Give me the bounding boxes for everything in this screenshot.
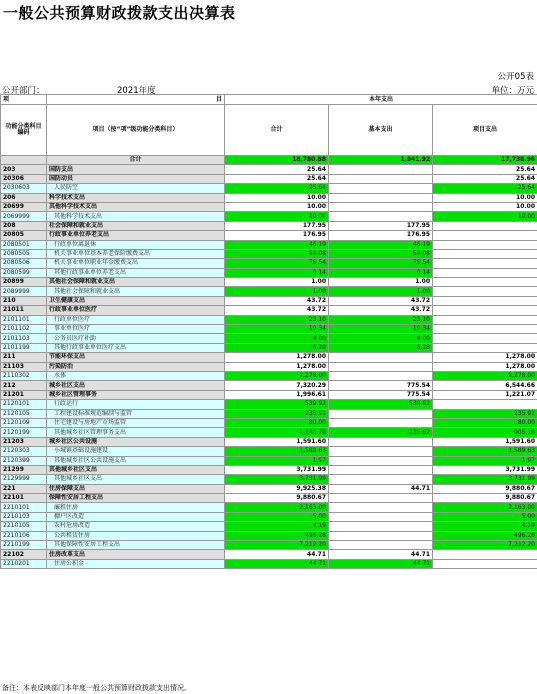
row-total: 46.19 xyxy=(225,240,329,249)
row-basic xyxy=(329,541,433,550)
header-code: 功能分类科目编码 xyxy=(1,105,47,156)
row-name: 行政运行 xyxy=(47,400,225,409)
row-total: 43.72 xyxy=(225,296,329,305)
row-name: 其他城乡社区支出 xyxy=(47,475,225,484)
row-basic: 176.95 xyxy=(329,231,433,240)
table-row xyxy=(1,325,537,334)
table-row xyxy=(1,465,537,474)
row-code: 2120105 xyxy=(1,409,47,418)
header-total: 合计 xyxy=(225,105,329,156)
row-code: 22101 xyxy=(1,494,47,503)
row-code: 212 xyxy=(1,381,47,390)
row-code: 2210103 xyxy=(1,512,47,521)
row-total: 1.00 xyxy=(225,278,329,287)
row-code: 2120399 xyxy=(1,456,47,465)
row-project: 10.00 xyxy=(433,202,537,211)
row-basic: 1.00 xyxy=(329,287,433,296)
row-basic xyxy=(329,531,433,540)
total-basic: 1,041.92 xyxy=(329,156,433,165)
row-basic: 44.71 xyxy=(329,559,433,568)
table-row xyxy=(1,296,537,305)
row-project: 1,591.60 xyxy=(433,437,537,446)
row-code: 2120109 xyxy=(1,418,47,427)
row-total: 10.00 xyxy=(225,202,329,211)
row-project xyxy=(433,334,537,343)
row-basic: 177.95 xyxy=(329,221,433,230)
department-label: 公开部门： xyxy=(2,86,45,96)
table-row xyxy=(1,287,537,296)
row-code: 21299 xyxy=(1,465,47,474)
row-code: 210 xyxy=(1,296,47,305)
row-basic xyxy=(329,475,433,484)
row-total: 10.00 xyxy=(225,212,329,221)
table-row xyxy=(1,541,537,550)
row-code: 2120199 xyxy=(1,428,47,437)
row-name: 其他社会保障和就业支出 xyxy=(47,278,225,287)
table-row xyxy=(1,409,537,418)
table-row xyxy=(1,522,537,531)
row-total: 176.95 xyxy=(225,231,329,240)
row-basic: 539.92 xyxy=(329,400,433,409)
row-basic: 44.71 xyxy=(329,484,433,493)
table-row xyxy=(1,259,537,268)
row-code: 22102 xyxy=(1,550,47,559)
row-code: 2080506 xyxy=(1,259,47,268)
header-mu-cell: 目 xyxy=(47,95,225,105)
row-basic xyxy=(329,409,433,418)
total-code-cell xyxy=(1,156,47,165)
row-name: 其他城乡社区支出 xyxy=(47,465,225,474)
row-code: 211 xyxy=(1,353,47,362)
table-row xyxy=(1,353,537,362)
row-project: 2,163.00 xyxy=(433,503,537,512)
row-name: 其他城乡社区公共设施支出 xyxy=(47,456,225,465)
row-basic xyxy=(329,437,433,446)
row-code: 2210105 xyxy=(1,522,47,531)
row-basic xyxy=(329,456,433,465)
row-project xyxy=(433,325,537,334)
row-project: 905.16 xyxy=(433,428,537,437)
row-total: 44.71 xyxy=(225,550,329,559)
row-total: 7,320.29 xyxy=(225,381,329,390)
table-row xyxy=(1,315,537,324)
table-row xyxy=(1,362,537,371)
row-basic: 235.62 xyxy=(329,428,433,437)
row-total: 1,996.61 xyxy=(225,390,329,399)
row-basic: 775.54 xyxy=(329,381,433,390)
row-basic: 76.54 xyxy=(329,259,433,268)
row-project: 4.19 xyxy=(433,522,537,531)
row-project xyxy=(433,287,537,296)
header-current-year: 本年支出 xyxy=(225,95,537,105)
row-name: 行政事业单位医疗 xyxy=(47,306,225,315)
table-row xyxy=(1,306,537,315)
row-project: 3,731.99 xyxy=(433,465,537,474)
table-row xyxy=(1,418,537,427)
row-basic xyxy=(329,522,433,531)
table-row xyxy=(1,531,537,540)
row-code: 20899 xyxy=(1,278,47,287)
row-name: 卫生健康支出 xyxy=(47,296,225,305)
row-total: 177.95 xyxy=(225,221,329,230)
row-project: 1.97 xyxy=(433,456,537,465)
row-name: 其他行政事业单位养老支出 xyxy=(47,268,225,277)
row-total: 76.54 xyxy=(225,259,329,268)
row-code: 2129999 xyxy=(1,475,47,484)
row-name: 节能环保支出 xyxy=(47,353,225,362)
row-total: 496.28 xyxy=(225,531,329,540)
row-basic xyxy=(329,494,433,503)
row-basic: 10.34 xyxy=(329,325,433,334)
row-project xyxy=(433,343,537,352)
row-code: 2101101 xyxy=(1,315,47,324)
row-code: 21203 xyxy=(1,437,47,446)
form-code: 公开05表 xyxy=(497,72,534,82)
row-basic: 23.10 xyxy=(329,315,433,324)
row-project: 1,221.07 xyxy=(433,390,537,399)
table-row xyxy=(1,559,537,568)
row-name: 棚户区改造 xyxy=(47,512,225,521)
table-row xyxy=(1,447,537,456)
row-name: 社会保障和就业支出 xyxy=(47,221,225,230)
row-basic: 43.72 xyxy=(329,296,433,305)
row-total: 4.19 xyxy=(225,522,329,531)
row-code: 21011 xyxy=(1,306,47,315)
row-code: 2080599 xyxy=(1,268,47,277)
row-project: 3,731.99 xyxy=(433,475,537,484)
row-project: 25.64 xyxy=(433,165,537,174)
row-total: 0.14 xyxy=(225,268,329,277)
row-project: 25.64 xyxy=(433,174,537,183)
row-total: 9,880.67 xyxy=(225,494,329,503)
row-name: 水体 xyxy=(47,371,225,380)
row-total: 10.00 xyxy=(225,193,329,202)
table-row xyxy=(1,343,537,352)
row-name: 国防支出 xyxy=(47,165,225,174)
row-total: 25.64 xyxy=(225,184,329,193)
row-basic xyxy=(329,174,433,183)
row-code: 2120101 xyxy=(1,400,47,409)
row-code: 2210201 xyxy=(1,559,47,568)
row-code: 2101199 xyxy=(1,343,47,352)
row-project xyxy=(433,278,537,287)
row-name: 其他科学技术支出 xyxy=(47,212,225,221)
row-project: 5.00 xyxy=(433,512,537,521)
row-total: 43.72 xyxy=(225,306,329,315)
row-total: 6.28 xyxy=(225,343,329,352)
row-name: 廉租住房 xyxy=(47,503,225,512)
row-name: 住宅建设与房地产市场监管 xyxy=(47,418,225,427)
row-name: 国防动员 xyxy=(47,174,225,183)
row-name: 科学技术支出 xyxy=(47,193,225,202)
table-row xyxy=(1,371,537,380)
table-row xyxy=(1,437,537,446)
row-basic xyxy=(329,202,433,211)
row-name: 住房改革支出 xyxy=(47,550,225,559)
row-name: 农村危房改造 xyxy=(47,522,225,531)
row-total: 1,591.60 xyxy=(225,437,329,446)
row-total: 1.97 xyxy=(225,456,329,465)
row-name: 保障性安居工程支出 xyxy=(47,494,225,503)
row-basic: 44.71 xyxy=(329,550,433,559)
row-name: 城乡社区公共设施 xyxy=(47,437,225,446)
row-code: 21103 xyxy=(1,362,47,371)
unit-label: 单位：万元 xyxy=(491,86,534,96)
row-basic: 6.28 xyxy=(329,343,433,352)
row-basic xyxy=(329,447,433,456)
row-basic xyxy=(329,193,433,202)
row-name: 住房公积金 xyxy=(47,559,225,568)
row-project: 6,544.66 xyxy=(433,381,537,390)
row-basic: 54.08 xyxy=(329,249,433,258)
row-basic xyxy=(329,371,433,380)
total-amount: 18,780.88 xyxy=(225,156,329,165)
row-name: 其他保障性安居工程支出 xyxy=(47,541,225,550)
row-code: 2030603 xyxy=(1,184,47,193)
row-name: 住房保障支出 xyxy=(47,484,225,493)
table-row xyxy=(1,484,537,493)
row-project xyxy=(433,240,537,249)
table-row xyxy=(1,494,537,503)
row-total: 23.10 xyxy=(225,315,329,324)
table-row xyxy=(1,268,537,277)
row-name: 公务员医疗补助 xyxy=(47,334,225,343)
table-row xyxy=(1,212,537,221)
row-project xyxy=(433,550,537,559)
row-name: 行政单位离退休 xyxy=(47,240,225,249)
row-project: 1,589.63 xyxy=(433,447,537,456)
row-basic xyxy=(329,353,433,362)
row-total: 1,278.00 xyxy=(225,371,329,380)
row-total: 80.00 xyxy=(225,418,329,427)
total-project: 17,738.96 xyxy=(433,156,537,165)
row-project: 1,278.00 xyxy=(433,371,537,380)
row-name: 公共租赁住房 xyxy=(47,531,225,540)
row-total: 539.92 xyxy=(225,400,329,409)
table-row xyxy=(1,184,537,193)
expenditure-table xyxy=(0,94,537,569)
row-name: 小城镇基础设施建设 xyxy=(47,447,225,456)
table-row xyxy=(1,231,537,240)
row-project xyxy=(433,559,537,568)
row-basic xyxy=(329,165,433,174)
table-row xyxy=(1,428,537,437)
table-row xyxy=(1,174,537,183)
table-row xyxy=(1,550,537,559)
row-total: 5.00 xyxy=(225,512,329,521)
row-code: 2080505 xyxy=(1,249,47,258)
row-total: 25.64 xyxy=(225,174,329,183)
footnote: 备注：本表反映部门本年度一般公共预算财政拨款支出情况。 xyxy=(2,684,191,692)
table-row xyxy=(1,475,537,484)
row-total: 1,140.78 xyxy=(225,428,329,437)
row-code: 206 xyxy=(1,193,47,202)
row-project xyxy=(433,221,537,230)
row-project xyxy=(433,315,537,324)
row-project xyxy=(433,306,537,315)
row-code: 2069999 xyxy=(1,212,47,221)
row-basic xyxy=(329,184,433,193)
row-total: 10.34 xyxy=(225,325,329,334)
table-row xyxy=(1,249,537,258)
row-total: 3,731.99 xyxy=(225,475,329,484)
row-basic xyxy=(329,362,433,371)
row-basic xyxy=(329,465,433,474)
row-project: 10.00 xyxy=(433,212,537,221)
row-name: 其他社会保障和就业支出 xyxy=(47,287,225,296)
row-total: 2,163.00 xyxy=(225,503,329,512)
table-row xyxy=(1,334,537,343)
row-code: 2210101 xyxy=(1,503,47,512)
row-basic: 46.19 xyxy=(329,240,433,249)
row-name: 其他行政事业单位医疗支出 xyxy=(47,343,225,352)
row-name: 城乡社区管理事务 xyxy=(47,390,225,399)
row-total: 54.08 xyxy=(225,249,329,258)
row-basic: 43.72 xyxy=(329,306,433,315)
row-code: 20805 xyxy=(1,231,47,240)
row-total: 1,278.00 xyxy=(225,362,329,371)
row-basic: 4.00 xyxy=(329,334,433,343)
row-project: 1,278.00 xyxy=(433,353,537,362)
table-row xyxy=(1,278,537,287)
row-code: 20699 xyxy=(1,202,47,211)
row-project: 9,880.67 xyxy=(433,494,537,503)
row-total: 235.91 xyxy=(225,409,329,418)
row-project: 235.91 xyxy=(433,409,537,418)
row-project xyxy=(433,249,537,258)
table-row xyxy=(1,381,537,390)
row-project: 25.64 xyxy=(433,184,537,193)
row-name: 行政单位医疗 xyxy=(47,315,225,324)
row-project xyxy=(433,259,537,268)
row-project: 80.00 xyxy=(433,418,537,427)
row-basic: 1.00 xyxy=(329,278,433,287)
row-code: 221 xyxy=(1,484,47,493)
row-basic xyxy=(329,512,433,521)
row-code: 2101102 xyxy=(1,325,47,334)
row-code: 2110302 xyxy=(1,371,47,380)
row-project: 7,212.20 xyxy=(433,541,537,550)
table-row xyxy=(1,193,537,202)
row-total: 9,925.38 xyxy=(225,484,329,493)
table-row xyxy=(1,390,537,399)
row-name: 城乡社区支出 xyxy=(47,381,225,390)
row-total: 25.64 xyxy=(225,165,329,174)
row-name: 其他科学技术支出 xyxy=(47,202,225,211)
header-basic: 基本支出 xyxy=(329,105,433,156)
row-total: 3,731.99 xyxy=(225,465,329,474)
row-name: 机关事业单位基本养老保险缴费支出 xyxy=(47,249,225,258)
row-code: 20306 xyxy=(1,174,47,183)
fiscal-year: 2021年度 xyxy=(117,86,156,96)
header-item-cell: 项 xyxy=(1,95,47,105)
row-code: 203 xyxy=(1,165,47,174)
table-row xyxy=(1,165,537,174)
table-row xyxy=(1,503,537,512)
header-row-columns xyxy=(1,105,537,156)
total-label: 合计 xyxy=(47,156,225,165)
table-row xyxy=(1,221,537,230)
row-basic xyxy=(329,212,433,221)
row-name: 事业单位医疗 xyxy=(47,325,225,334)
row-total: 1,278.00 xyxy=(225,353,329,362)
table-row xyxy=(1,400,537,409)
row-project xyxy=(433,400,537,409)
row-basic: 775.54 xyxy=(329,390,433,399)
row-code: 21201 xyxy=(1,390,47,399)
table-row xyxy=(1,202,537,211)
row-name: 人民防空 xyxy=(47,184,225,193)
row-project: 10.00 xyxy=(433,193,537,202)
row-name: 其他城乡社区管理事务支出 xyxy=(47,428,225,437)
row-project: 9,880.67 xyxy=(433,484,537,493)
table-row xyxy=(1,240,537,249)
row-code: 2210106 xyxy=(1,531,47,540)
total-row xyxy=(1,156,537,165)
row-name: 行政事业单位养老支出 xyxy=(47,231,225,240)
row-basic xyxy=(329,418,433,427)
header-row-top xyxy=(1,95,537,105)
header-project: 项目支出 xyxy=(433,105,537,156)
row-code: 208 xyxy=(1,221,47,230)
row-total: 44.71 xyxy=(225,559,329,568)
row-project xyxy=(433,296,537,305)
row-project: 496.28 xyxy=(433,531,537,540)
row-project: 1,278.00 xyxy=(433,362,537,371)
row-code: 2210199 xyxy=(1,541,47,550)
row-code: 2120303 xyxy=(1,447,47,456)
row-name: 机关事业单位职业年金缴费支出 xyxy=(47,259,225,268)
row-code: 2089999 xyxy=(1,287,47,296)
row-total: 7,212.20 xyxy=(225,541,329,550)
page-title: 一般公共预算财政拨款支出决算表 xyxy=(3,4,236,22)
row-code: 2101103 xyxy=(1,334,47,343)
row-basic: 0.14 xyxy=(329,268,433,277)
row-total: 4.00 xyxy=(225,334,329,343)
row-basic xyxy=(329,503,433,512)
table-row xyxy=(1,456,537,465)
row-name: 污染防治 xyxy=(47,362,225,371)
row-code: 2080501 xyxy=(1,240,47,249)
row-total: 1,589.63 xyxy=(225,447,329,456)
row-total: 1.00 xyxy=(225,287,329,296)
table-row xyxy=(1,512,537,521)
header-name: 项目（按“项”级功能分类科目） xyxy=(47,105,225,156)
row-project xyxy=(433,268,537,277)
row-project xyxy=(433,231,537,240)
row-name: 工程建设标准规范编制与监管 xyxy=(47,409,225,418)
